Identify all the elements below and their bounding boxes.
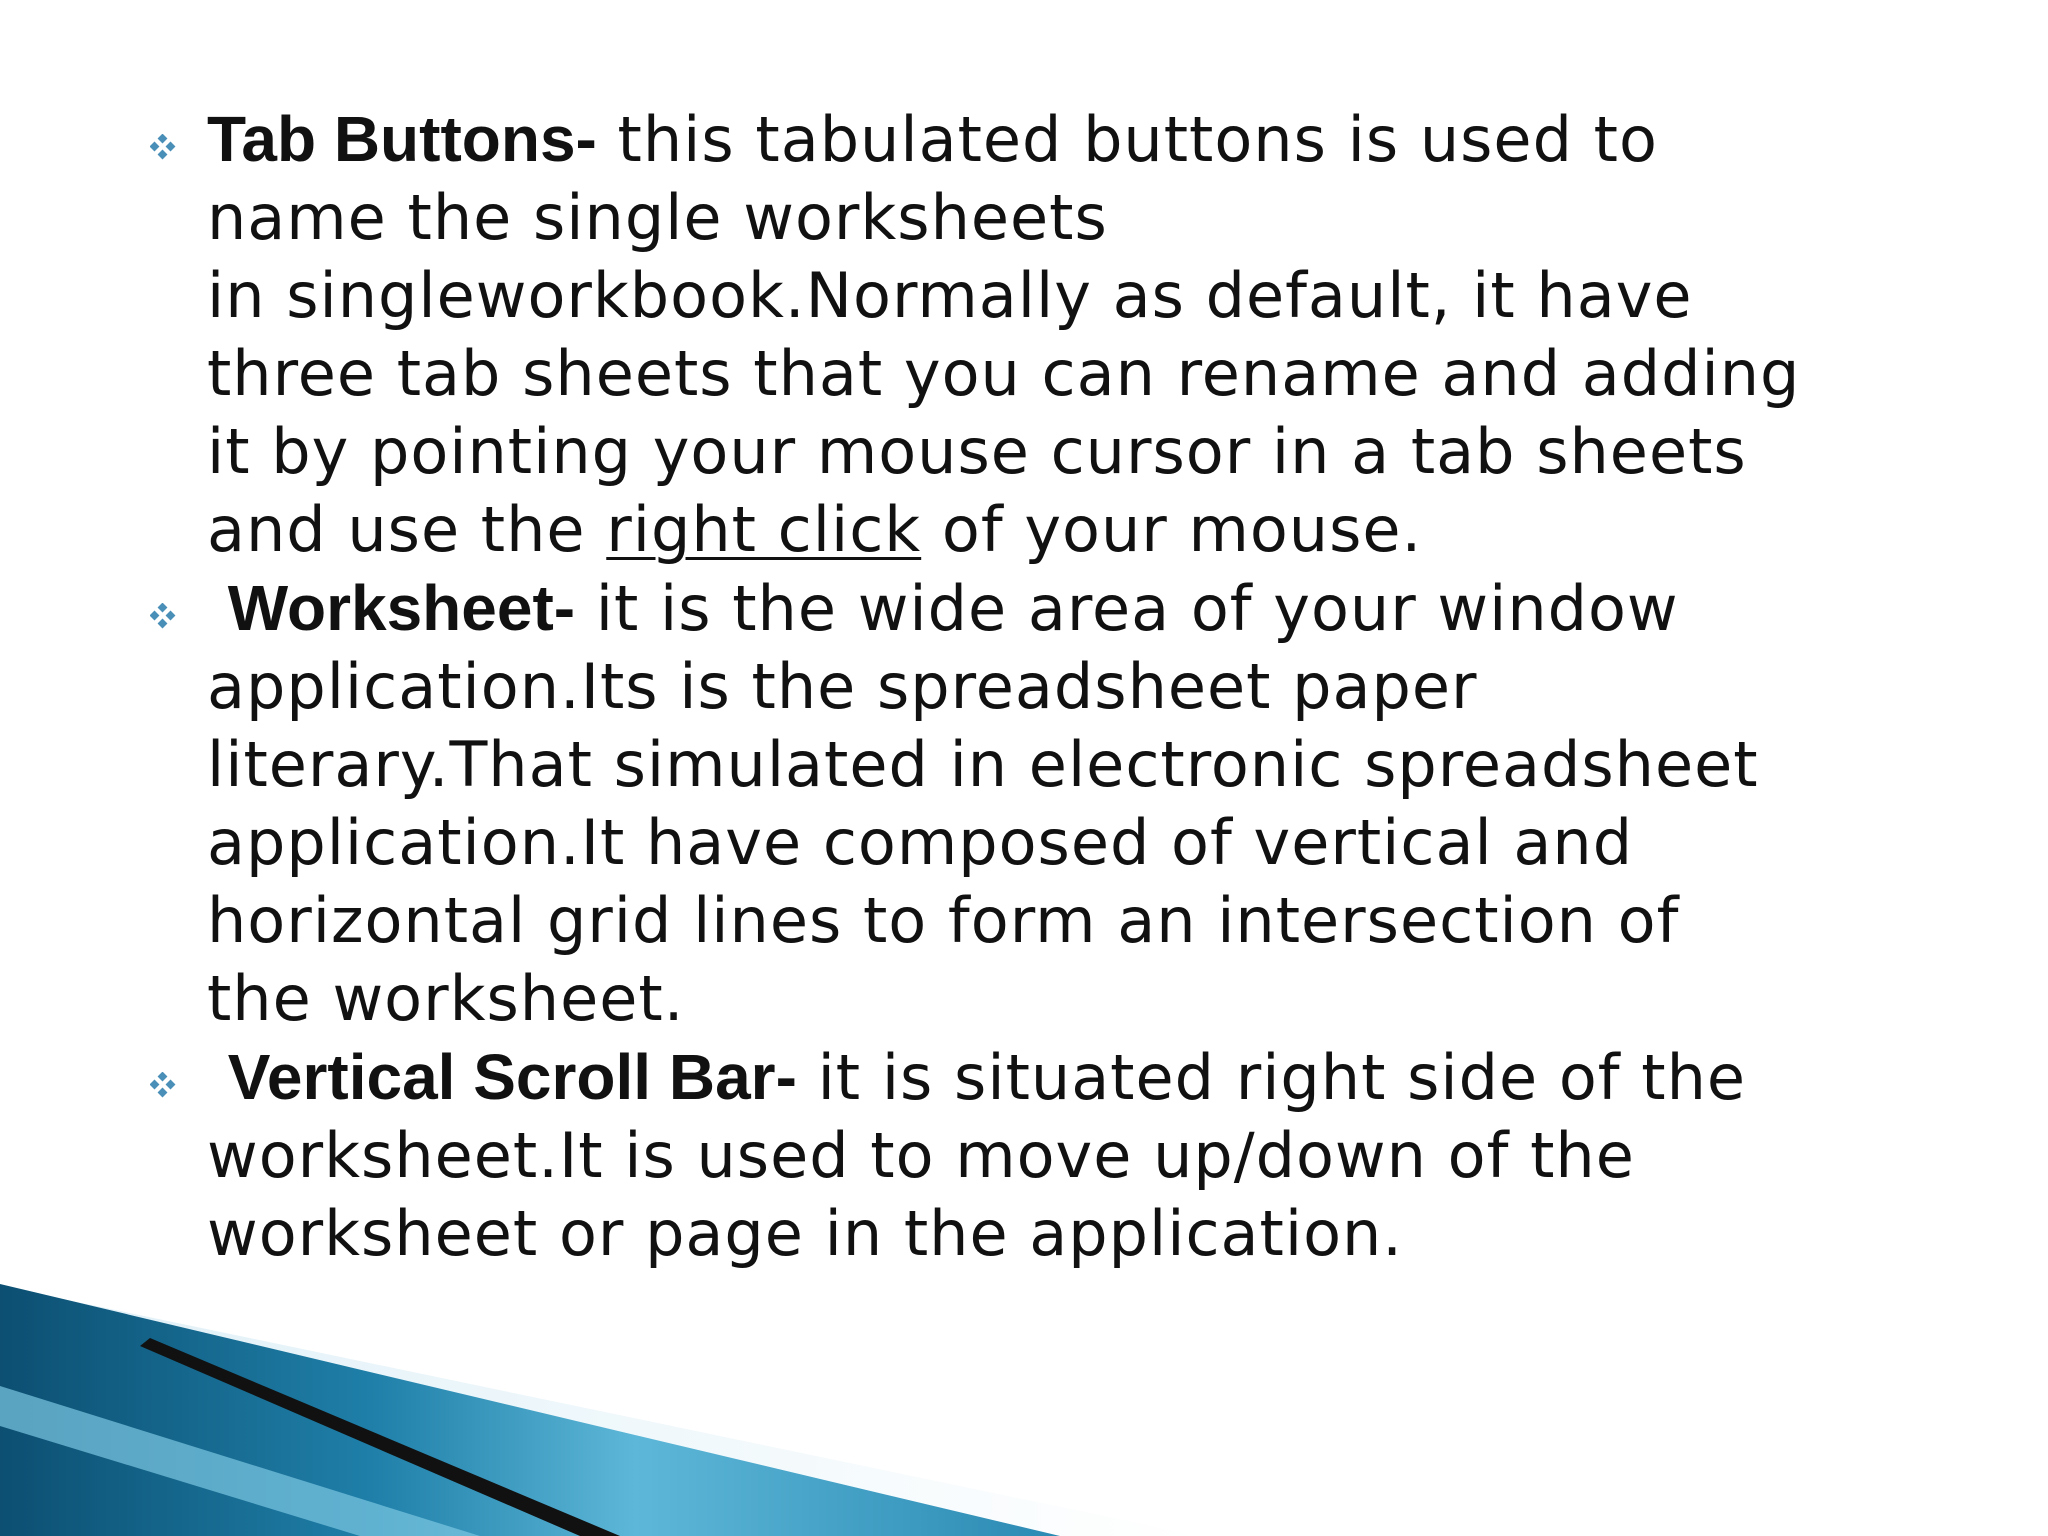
bullet-line — [207, 1038, 1940, 1117]
bullet-line: three tab sheets that you can rename and adding — [207, 337, 1801, 410]
bullet-list — [140, 100, 1940, 1273]
bullet-line: application.It have composed of vertical and — [207, 806, 1634, 879]
bullet-line: literary.That simulated in electronic spreadsheet — [207, 728, 1759, 801]
decorative-swoosh — [0, 1276, 2048, 1536]
bullet-tab-buttons — [140, 100, 1940, 569]
bullet-text: it is the wide area of your window — [575, 572, 1679, 645]
bullet-text: and use the — [207, 493, 607, 566]
bullet-text: it is situated right side of the — [796, 1041, 1747, 1114]
diamond-bullet-icon — [150, 603, 176, 629]
bullet-line: the worksheet. — [207, 962, 685, 1035]
bullet-line: name the single worksheets — [207, 181, 1108, 254]
bullet-term: Tab Buttons- — [207, 103, 597, 175]
bullet-text: this tabulated buttons is used to — [596, 103, 1658, 176]
bullet-line: horizontal grid lines to form an intersection of — [207, 884, 1680, 957]
diamond-bullet-icon — [150, 134, 176, 160]
diamond-bullet-icon — [150, 1072, 176, 1098]
bullet-worksheet — [140, 569, 1940, 1038]
bullet-line — [207, 491, 1940, 569]
bullet-vertical-scroll-bar — [140, 1038, 1940, 1273]
bullet-line — [207, 100, 1940, 179]
bullet-term: Worksheet- — [227, 572, 576, 644]
bullet-line: it by pointing your mouse cursor in a tab sheets — [207, 415, 1747, 488]
bullet-term: Vertical Scroll Bar- — [227, 1041, 797, 1113]
bullet-text: of your mouse. — [921, 493, 1423, 566]
bullet-line: worksheet.It is used to move up/down of the — [207, 1119, 1635, 1192]
bullet-line — [207, 569, 1940, 648]
right-click-underlined-text: right click — [606, 493, 922, 566]
bullet-line: in singleworkbook.Normally as default, it have — [207, 259, 1693, 332]
bullet-line: application.Its is the spreadsheet paper — [207, 650, 1478, 723]
bullet-line: worksheet or page in the application. — [207, 1197, 1404, 1270]
